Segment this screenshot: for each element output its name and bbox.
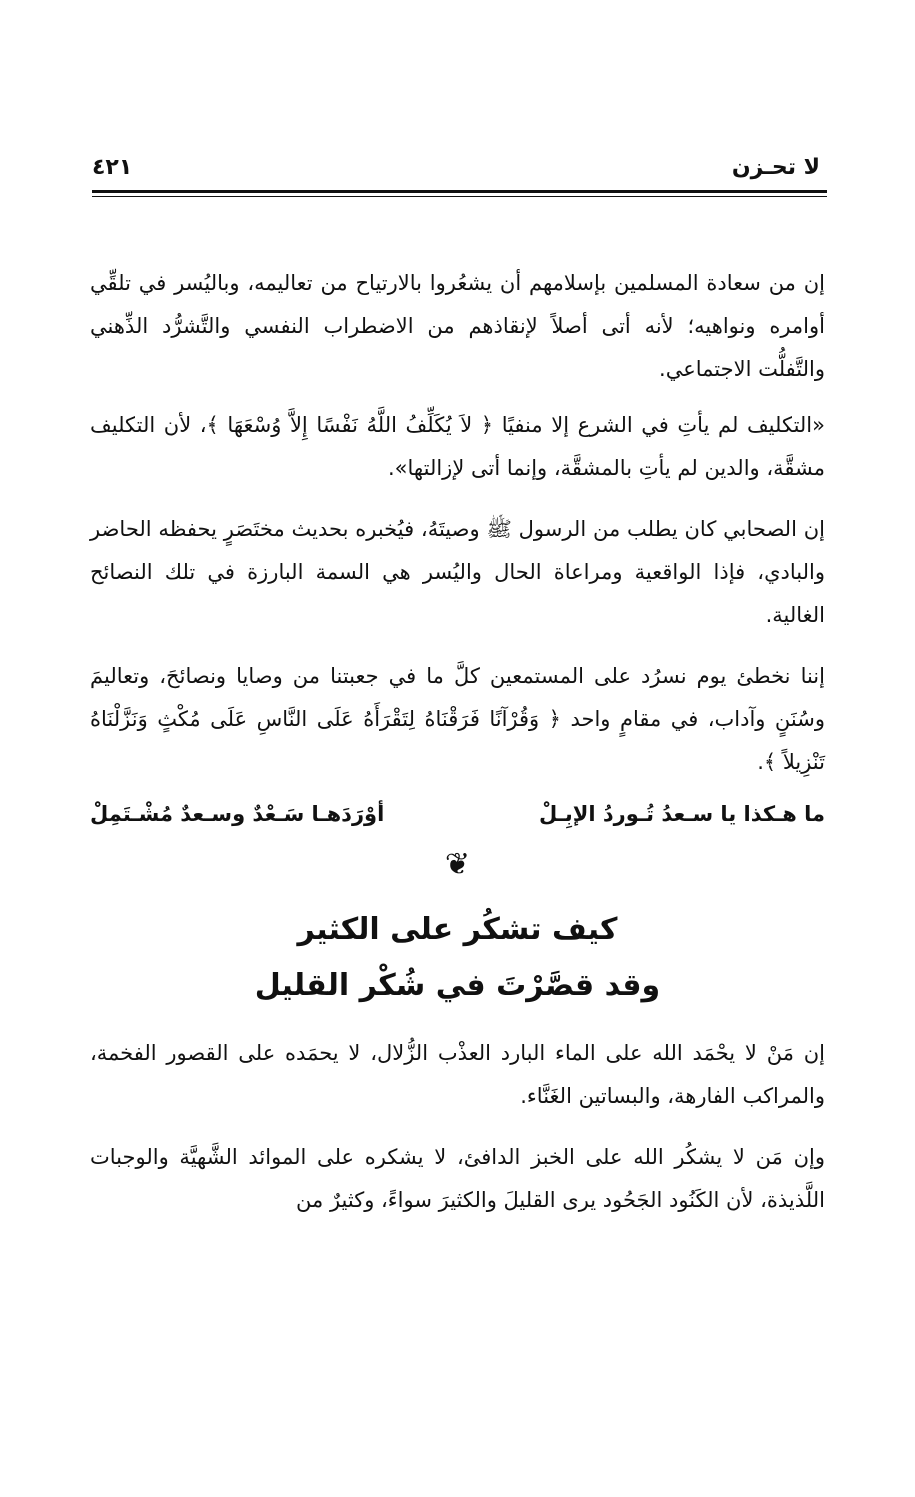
paragraph-1: إن من سعادة المسلمين بإسلامهم أن يشعُروا بالارتياح من تعاليمه، وباليُسر في تلقِّي أوامره ونواهيه؛ لأنه أتى أصلاً لإنقاذهم من الاضطراب النفسي والتَّشرُّد الذِّهني والتَّفلُّت الاجتماعي. (90, 271, 825, 381)
header-rule-thin (92, 196, 827, 197)
section-paragraph-2: وإن مَن لا يشكُر الله على الخبز الدافئ، لا يشكره على الموائد الشَّهيَّة والوجبات اللَّذيذة، لأن الكَنُود الجَحُود يرى القليلَ والكثيرَ سواءً، وكثيرٌ من (90, 1145, 825, 1212)
section-paragraph-1: إن مَنْ لا يحْمَد الله على الماء البارد العذْب الزُّلال، لا يحمَده على القصور الفخمة، والمراكب الفارهة، والبساتين الغَنَّاء. (90, 1041, 825, 1108)
running-head (92, 150, 820, 186)
verse-first-hemistich: ما هـكذا يا سـعدُ تُـوردُ الإبِـلْ (538, 802, 825, 826)
section-ornament: ❦ (444, 847, 471, 882)
paragraph-4: إننا نخطئ يوم نسرُد على المستمعين كلَّ ما في جعبتنا من وصايا ونصائحَ، وتعاليمَ وسُنَنٍ وآداب، في مقامٍ واحد ﴿ وَقُرْآنًا فَرَقْنَاهُ لِتَقْرَأَهُ عَلَى النَّاسِ عَلَى مُكْثٍ وَنَزَّلْنَاهُ تَنْزِيلاً ﴾. (90, 664, 825, 774)
section-heading-line-2: وقد قصَّرْتَ في شُكْر القليل (254, 968, 661, 1003)
header-rule-thick (92, 190, 827, 193)
page-body (90, 262, 825, 1222)
poetry-verse (90, 794, 825, 834)
book-title: لا تحـزن (731, 155, 820, 180)
paragraph-3: إن الصحابي كان يطلب من الرسول ﷺ وصيتَهُ، فيُخبره بحديث مختَصَرٍ يحفظه الحاضر والبادي، فإذا الواقعية ومراعاة الحال واليُسر هي السمة البارزة في تلك النصائح الغالية. (90, 517, 825, 627)
section-heading-line-1: كيف تشكُر على الكثير (297, 912, 618, 947)
section-heading (90, 902, 825, 1014)
page-number: ٤٢١ (92, 155, 133, 180)
paragraph-2: «التكليف لم يأتِ في الشرع إلا منفيًا ﴿ لاَ يُكَلِّفُ اللَّهُ نَفْسًا إِلاَّ وُسْعَهَا ﴾، لأن التكليف مشقَّة، والدين لم يأتِ بالمشقَّة، وإنما أتى لإزالتها». (90, 413, 825, 480)
verse-second-hemistich: أوْرَدَهـا سَـعْدٌ وسـعدٌ مُشْـتَمِلْ (90, 802, 385, 826)
